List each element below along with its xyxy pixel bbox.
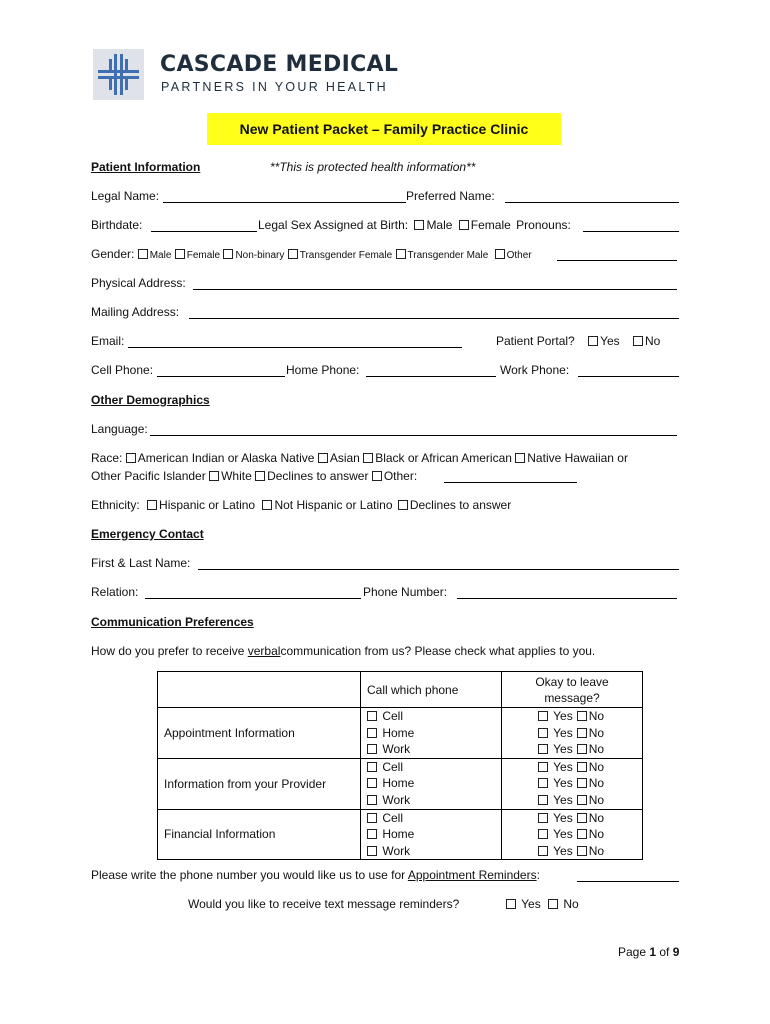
msg-no-checkbox[interactable] bbox=[577, 728, 587, 738]
no-label: No bbox=[588, 827, 605, 842]
gender-option-label: Male bbox=[149, 250, 172, 261]
preferred-name-label: Preferred Name: bbox=[406, 189, 495, 203]
yes-label: Yes bbox=[521, 897, 541, 911]
portal-no-checkbox[interactable] bbox=[633, 336, 643, 346]
email-label: Email: bbox=[91, 334, 125, 348]
race-white-checkbox[interactable] bbox=[209, 471, 219, 481]
table-header-blank bbox=[158, 672, 361, 708]
sex-female-checkbox[interactable] bbox=[459, 220, 469, 230]
race-line-1 bbox=[91, 451, 628, 465]
ethnicity-group bbox=[91, 498, 511, 512]
no-label: No bbox=[563, 897, 579, 911]
msg-yes-checkbox[interactable] bbox=[538, 762, 548, 772]
msg-yes-checkbox[interactable] bbox=[538, 744, 548, 754]
no-label: No bbox=[588, 843, 605, 858]
mailing-address-label: Mailing Address: bbox=[91, 305, 180, 319]
phone-option bbox=[367, 810, 495, 827]
msg-no-checkbox[interactable] bbox=[577, 795, 587, 805]
race-option-label: Native Hawaiian or bbox=[527, 451, 628, 465]
yes-label: Yes bbox=[553, 709, 573, 723]
gender-other-field[interactable] bbox=[557, 260, 677, 261]
question-emphasis: verbal bbox=[247, 644, 281, 658]
no-label: No bbox=[588, 725, 605, 740]
phone-home-checkbox[interactable] bbox=[367, 728, 377, 738]
msg-no-checkbox[interactable] bbox=[577, 744, 587, 754]
msg-yes-checkbox[interactable] bbox=[538, 795, 548, 805]
no-label: No bbox=[588, 810, 605, 825]
phone-option bbox=[367, 708, 495, 725]
race-black-checkbox[interactable] bbox=[363, 453, 373, 463]
page-title: New Patient Packet – Family Practice Clinic bbox=[207, 113, 561, 145]
home-phone-field[interactable] bbox=[366, 376, 496, 377]
communication-question bbox=[91, 644, 595, 658]
language-field[interactable] bbox=[150, 435, 677, 436]
gender-label: Gender: bbox=[91, 247, 135, 261]
race-option-label: Black or African American bbox=[375, 451, 512, 465]
phi-notice: **This is protected health information** bbox=[270, 160, 476, 174]
msg-no-checkbox[interactable] bbox=[577, 829, 587, 839]
race-other-checkbox[interactable] bbox=[372, 471, 382, 481]
phone-option bbox=[367, 843, 495, 860]
preferred-name-field[interactable] bbox=[505, 202, 679, 203]
race-nhpi-checkbox[interactable] bbox=[515, 453, 525, 463]
gender-nonbinary-checkbox[interactable] bbox=[223, 249, 233, 259]
race-other-field[interactable] bbox=[444, 482, 577, 483]
emergency-name-label: First & Last Name: bbox=[91, 556, 191, 570]
page-total: 9 bbox=[672, 945, 680, 959]
emergency-phone-field[interactable] bbox=[457, 598, 677, 599]
gender-option-label: Other bbox=[506, 250, 532, 261]
phone-option-label: Cell bbox=[382, 709, 404, 723]
race-option-label: Declines to answer bbox=[267, 469, 369, 483]
race-line-2 bbox=[91, 469, 417, 483]
gender-option-label: Non-binary bbox=[235, 250, 285, 261]
yes-label: Yes bbox=[553, 792, 573, 807]
legal-name-label: Legal Name: bbox=[91, 189, 160, 203]
relation-field[interactable] bbox=[145, 598, 361, 599]
ethnicity-declines-checkbox[interactable] bbox=[398, 500, 408, 510]
ethnicity-nonhispanic-checkbox[interactable] bbox=[262, 500, 272, 510]
table-header-phone: Call which phone bbox=[361, 672, 502, 708]
work-phone-label: Work Phone: bbox=[500, 363, 570, 377]
page-prefix: Page bbox=[618, 945, 650, 959]
no-label: No bbox=[588, 792, 605, 807]
ethnicity-label: Ethnicity: bbox=[91, 498, 140, 512]
reminder-emphasis: Appointment Reminders bbox=[407, 868, 537, 882]
legal-sex-group bbox=[258, 218, 571, 232]
text-no-checkbox[interactable] bbox=[548, 899, 558, 909]
race-option-label: American Indian or Alaska Native bbox=[137, 451, 315, 465]
sex-female-label: Female bbox=[470, 218, 511, 232]
msg-no-checkbox[interactable] bbox=[577, 711, 587, 721]
emergency-name-field[interactable] bbox=[198, 569, 679, 570]
email-field[interactable] bbox=[128, 347, 462, 348]
cascade-logo-icon bbox=[93, 49, 144, 100]
cell-phone-field[interactable] bbox=[157, 376, 285, 377]
phone-option-label: Work bbox=[382, 843, 411, 858]
patient-portal-label: Patient Portal? bbox=[496, 334, 575, 348]
phone-option bbox=[367, 741, 495, 758]
race-label: Race: bbox=[91, 451, 123, 465]
msg-yes-checkbox[interactable] bbox=[538, 778, 548, 788]
phone-options bbox=[361, 758, 502, 809]
portal-no-label: No bbox=[644, 334, 661, 348]
ethnicity-hispanic-checkbox[interactable] bbox=[147, 500, 157, 510]
yes-label: Yes bbox=[553, 776, 573, 791]
gender-option-label: Transgender Male bbox=[407, 250, 489, 261]
race-option-label: Other: bbox=[383, 469, 418, 483]
yes-label: Yes bbox=[553, 742, 573, 757]
phone-option-label: Work bbox=[382, 742, 411, 757]
work-phone-field[interactable] bbox=[578, 376, 679, 377]
section-heading-demographics: Other Demographics bbox=[91, 393, 210, 407]
question-text: communication from us? Please check what applies to you. bbox=[280, 644, 596, 658]
phone-option-label: Home bbox=[382, 776, 415, 791]
phone-cell-checkbox[interactable] bbox=[367, 813, 377, 823]
legal-sex-label: Legal Sex Assigned at Birth: bbox=[258, 218, 409, 232]
text-yes-checkbox[interactable] bbox=[506, 899, 516, 909]
phone-options bbox=[361, 809, 502, 860]
message-options bbox=[502, 809, 643, 860]
page-number bbox=[618, 945, 679, 959]
no-label: No bbox=[588, 759, 605, 774]
brand-tagline: PARTNERS IN YOUR HEALTH bbox=[161, 80, 389, 94]
row-label: Appointment Information bbox=[158, 708, 361, 759]
legal-name-field[interactable] bbox=[163, 202, 406, 203]
msg-yes-checkbox[interactable] bbox=[538, 846, 548, 856]
phone-home-checkbox[interactable] bbox=[367, 829, 377, 839]
msg-no-checkbox[interactable] bbox=[577, 762, 587, 772]
language-label: Language: bbox=[91, 422, 148, 436]
no-label: No bbox=[588, 709, 605, 723]
gender-transfemale-checkbox[interactable] bbox=[288, 249, 298, 259]
phone-option bbox=[367, 759, 495, 776]
page-current: 1 bbox=[649, 945, 657, 959]
phone-work-checkbox[interactable] bbox=[367, 744, 377, 754]
reminder-phone-field[interactable] bbox=[577, 881, 679, 882]
race-option-label: Asian bbox=[329, 451, 360, 465]
brand-name: CASCADE MEDICAL bbox=[160, 52, 399, 77]
birthdate-label: Birthdate: bbox=[91, 218, 143, 232]
phone-cell-checkbox[interactable] bbox=[367, 711, 377, 721]
reminder-text: Please write the phone number you would like us to use for bbox=[91, 868, 408, 882]
table-row bbox=[158, 809, 643, 860]
row-label: Financial Information bbox=[158, 809, 361, 860]
section-heading-communication: Communication Preferences bbox=[91, 615, 254, 629]
patient-portal-group bbox=[496, 334, 660, 348]
ethnicity-option-label: Not Hispanic or Latino bbox=[274, 498, 393, 512]
gender-group bbox=[91, 247, 532, 261]
phone-option bbox=[367, 725, 495, 742]
table-header-message: Okay to leave message? bbox=[502, 672, 643, 708]
phone-option-label: Home bbox=[382, 827, 415, 842]
question-text: How do you prefer to receive bbox=[91, 644, 248, 658]
section-heading-patient: Patient Information bbox=[91, 160, 201, 174]
ethnicity-option-label: Hispanic or Latino bbox=[159, 498, 256, 512]
row-label: Information from your Provider bbox=[158, 758, 361, 809]
table-row bbox=[158, 758, 643, 809]
msg-no-checkbox[interactable] bbox=[577, 846, 587, 856]
home-phone-label: Home Phone: bbox=[286, 363, 360, 377]
table-row bbox=[158, 708, 643, 759]
text-reminder-question: Would you like to receive text message reminders? bbox=[188, 897, 460, 911]
relation-label: Relation: bbox=[91, 585, 139, 599]
communication-table bbox=[157, 671, 643, 860]
msg-yes-checkbox[interactable] bbox=[538, 711, 548, 721]
text-reminder-options bbox=[506, 897, 579, 911]
physical-address-label: Physical Address: bbox=[91, 276, 186, 290]
gender-transmale-checkbox[interactable] bbox=[396, 249, 406, 259]
reminder-text: : bbox=[536, 868, 540, 882]
page-of: of bbox=[656, 945, 673, 959]
mailing-address-field[interactable] bbox=[189, 318, 679, 319]
gender-female-checkbox[interactable] bbox=[175, 249, 185, 259]
portal-yes-label: Yes bbox=[600, 334, 620, 348]
msg-yes-checkbox[interactable] bbox=[538, 813, 548, 823]
gender-option-label: Transgender Female bbox=[299, 250, 393, 261]
race-aian-checkbox[interactable] bbox=[126, 453, 136, 463]
section-heading-emergency: Emergency Contact bbox=[91, 527, 204, 541]
portal-yes-checkbox[interactable] bbox=[588, 336, 598, 346]
sex-male-checkbox[interactable] bbox=[414, 220, 424, 230]
phone-work-checkbox[interactable] bbox=[367, 795, 377, 805]
sex-male-label: Male bbox=[426, 218, 453, 232]
phone-option bbox=[367, 775, 495, 792]
no-label: No bbox=[588, 742, 605, 757]
phone-option-label: Work bbox=[382, 792, 411, 807]
phone-work-checkbox[interactable] bbox=[367, 846, 377, 856]
cell-phone-label: Cell Phone: bbox=[91, 363, 154, 377]
message-options bbox=[502, 758, 643, 809]
physical-address-field[interactable] bbox=[193, 289, 677, 290]
phone-option-label: Cell bbox=[382, 810, 404, 825]
race-asian-checkbox[interactable] bbox=[318, 453, 328, 463]
message-options bbox=[502, 708, 643, 759]
yes-label: Yes bbox=[553, 810, 573, 825]
emergency-phone-label: Phone Number: bbox=[363, 585, 448, 599]
phone-cell-checkbox[interactable] bbox=[367, 762, 377, 772]
race-declines-checkbox[interactable] bbox=[255, 471, 265, 481]
phone-option bbox=[367, 792, 495, 809]
yes-label: Yes bbox=[553, 827, 573, 842]
phone-options bbox=[361, 708, 502, 759]
gender-option-label: Female bbox=[186, 250, 221, 261]
reminder-phone-prompt bbox=[91, 868, 540, 882]
msg-no-checkbox[interactable] bbox=[577, 778, 587, 788]
pronouns-field[interactable] bbox=[583, 231, 679, 232]
gender-other-checkbox[interactable] bbox=[495, 249, 505, 259]
birthdate-field[interactable] bbox=[151, 231, 257, 232]
gender-male-checkbox[interactable] bbox=[138, 249, 148, 259]
msg-no-checkbox[interactable] bbox=[577, 813, 587, 823]
msg-yes-checkbox[interactable] bbox=[538, 728, 548, 738]
pronouns-label: Pronouns: bbox=[516, 218, 571, 232]
msg-yes-checkbox[interactable] bbox=[538, 829, 548, 839]
ethnicity-option-label: Declines to answer bbox=[409, 498, 512, 512]
race-option-label: White bbox=[221, 469, 252, 483]
phone-home-checkbox[interactable] bbox=[367, 778, 377, 788]
yes-label: Yes bbox=[553, 759, 573, 774]
no-label: No bbox=[588, 776, 605, 791]
phone-option-label: Cell bbox=[382, 759, 404, 774]
yes-label: Yes bbox=[553, 843, 573, 858]
phone-option bbox=[367, 826, 495, 843]
race-option-label: Other Pacific Islander bbox=[91, 469, 206, 483]
yes-label: Yes bbox=[553, 725, 573, 740]
phone-option-label: Home bbox=[382, 725, 415, 740]
